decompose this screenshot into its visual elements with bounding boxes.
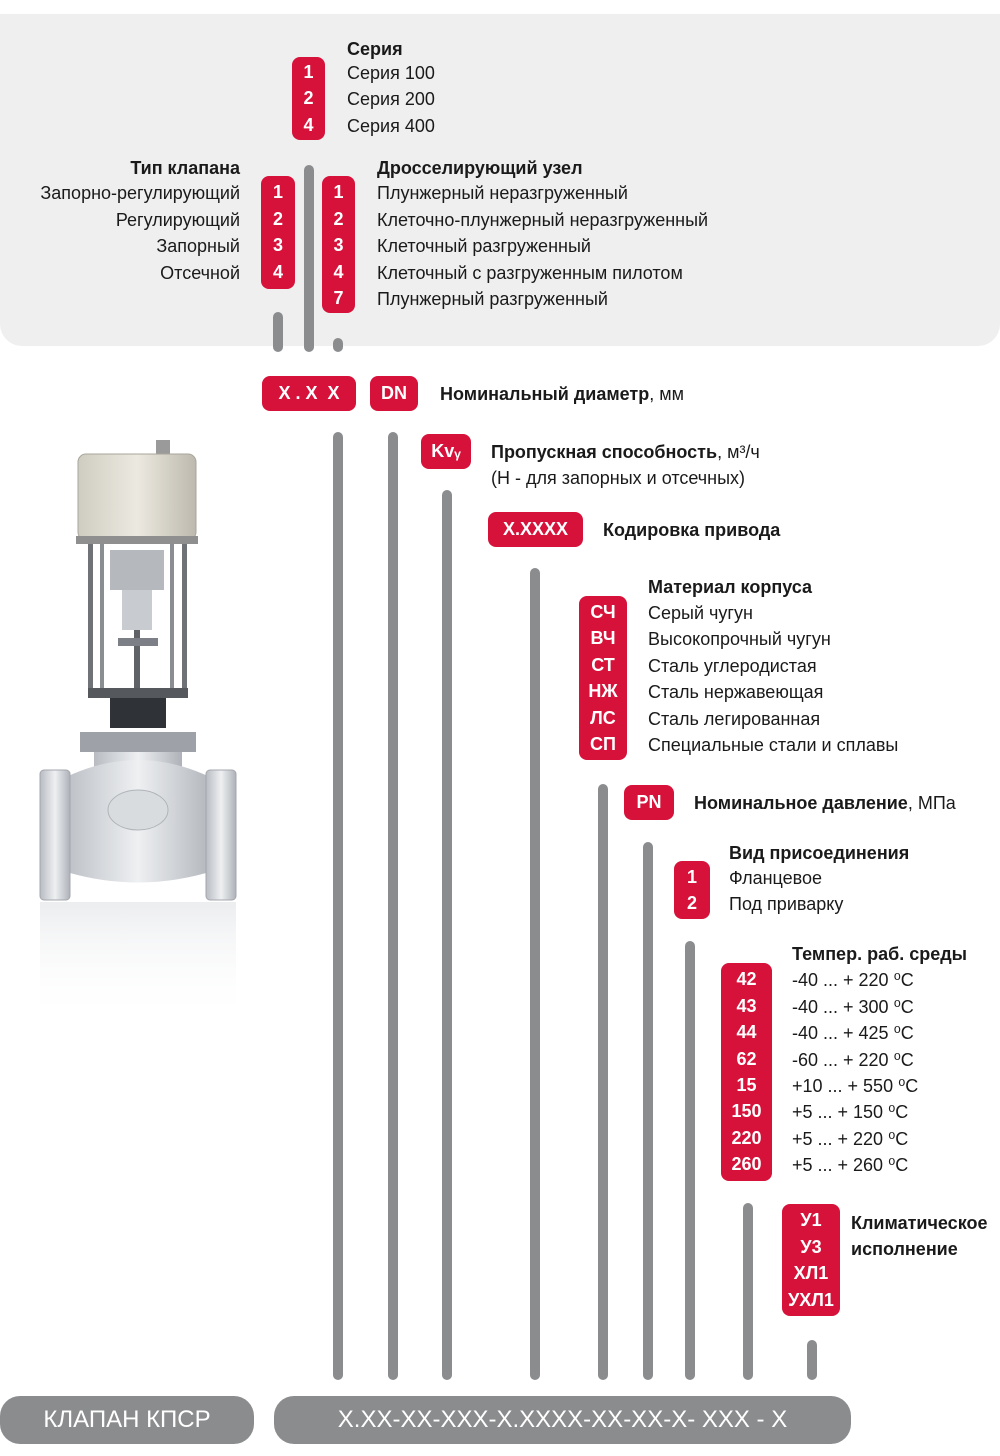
material-label: Сталь углеродистая — [648, 656, 817, 676]
climate-code: УХЛ1 — [788, 1290, 834, 1310]
climate-code: ХЛ1 — [793, 1263, 829, 1283]
temperature-label: -40 ... + 425 ⁰С — [792, 1023, 914, 1043]
throttle-label: Клеточный разгруженный — [377, 236, 591, 256]
material-code: СЧ — [590, 602, 616, 622]
dn-unit: , мм — [649, 384, 684, 404]
material-code: СП — [590, 734, 616, 754]
throttle-title: Дросселирующий узел — [377, 158, 583, 178]
temperature-code: 15 — [736, 1075, 757, 1095]
temperature-label: +5 ... + 150 ⁰С — [792, 1102, 909, 1122]
temperature-code: 62 — [736, 1049, 757, 1069]
kv-unit: , м³/ч — [717, 442, 760, 462]
connector-bar — [304, 165, 314, 352]
temperature-code: 44 — [736, 1022, 757, 1042]
pn-title: Номинальное давление — [694, 793, 908, 813]
series-label: Серия 200 — [347, 89, 435, 109]
valve-type-label: Запорный — [156, 236, 240, 256]
throttle-label: Плунжерный разгруженный — [377, 289, 608, 309]
material-label: Серый чугун — [648, 603, 753, 623]
throttle-label: Плунжерный неразгруженный — [377, 183, 628, 203]
series-label: Серия 400 — [347, 116, 435, 136]
connector-bar — [442, 490, 452, 1380]
material-code: НЖ — [588, 681, 618, 701]
valve-type-label: Запорно-регулирующий — [40, 183, 240, 203]
climate-title-line2: исполнение — [851, 1239, 958, 1259]
pn-caption — [694, 792, 956, 814]
kv-title: Пропускная способность — [491, 442, 718, 462]
pn-unit: , МПа — [907, 793, 956, 813]
material-label: Сталь легированная — [648, 709, 821, 729]
kv-caption — [491, 441, 760, 463]
temperature-label: +5 ... + 260 ⁰С — [792, 1155, 909, 1175]
pn-code-box: PN — [624, 785, 674, 820]
valve-type-label: Регулирующий — [115, 210, 240, 230]
connector-bar — [273, 312, 283, 352]
temperature-code: 220 — [731, 1128, 762, 1148]
climate-code: У1 — [800, 1210, 822, 1230]
material-code: СТ — [591, 655, 615, 675]
throttle-code: 3 — [333, 235, 344, 255]
temperature-label: -60 ... + 220 ⁰С — [792, 1050, 914, 1070]
temperature-code: 42 — [736, 969, 757, 989]
valve-type-code: 3 — [272, 235, 283, 255]
temperature-label: -40 ... + 220 ⁰С — [792, 970, 914, 990]
connection-code: 2 — [686, 893, 697, 913]
dn-code-box: DN — [370, 376, 418, 411]
temperature-title: Темпер. раб. среды — [792, 944, 968, 964]
product-name-pill: КЛАПАН КПСР — [0, 1396, 254, 1444]
series-label: Серия 100 — [347, 63, 435, 83]
connection-code: 1 — [686, 867, 697, 887]
connector-bar — [530, 568, 540, 1380]
type-code-box: X . X X — [262, 376, 356, 411]
dn-title: Номинальный диаметр — [440, 384, 650, 404]
connector-bar — [743, 1203, 753, 1380]
valve-type-code: 2 — [272, 209, 283, 229]
connector-bar — [643, 842, 653, 1380]
temperature-label: +5 ... + 220 ⁰С — [792, 1129, 909, 1149]
material-title: Материал корпуса — [648, 577, 812, 597]
connection-label: Фланцевое — [729, 868, 823, 888]
valve-illustration — [10, 440, 250, 1030]
climate-title-line1: Климатическое — [851, 1213, 988, 1233]
throttle-code: 7 — [333, 288, 344, 308]
temperature-code: 260 — [731, 1154, 762, 1174]
material-label: Специальные стали и сплавы — [648, 735, 899, 755]
throttle-label: Клеточно-плунжерный неразгруженный — [377, 210, 709, 230]
material-code: ВЧ — [590, 628, 616, 648]
connector-bar — [598, 784, 608, 1380]
connection-title: Вид присоединения — [729, 843, 910, 863]
temperature-label: -40 ... + 300 ⁰С — [792, 997, 914, 1017]
climate-code: У3 — [800, 1237, 822, 1257]
temperature-label: +10 ... + 550 ⁰С — [792, 1076, 919, 1096]
valve-type-title: Тип клапана — [130, 158, 240, 178]
valve-type-code: 4 — [272, 262, 283, 282]
connector-bar — [333, 338, 343, 352]
connector-bar — [333, 432, 343, 1380]
connector-bar — [807, 1340, 817, 1380]
temperature-code: 43 — [736, 996, 757, 1016]
material-label: Высокопрочный чугун — [648, 629, 831, 649]
series-title: Серия — [347, 39, 403, 59]
temperature-code: 150 — [731, 1101, 762, 1121]
material-label: Сталь нержавеющая — [648, 682, 824, 702]
kv-code-box: Kvᵧ — [421, 434, 471, 469]
dn-caption — [440, 383, 684, 405]
series-code: 1 — [303, 62, 314, 82]
connector-bar — [685, 941, 695, 1380]
drive-code-box: X.XXXX — [488, 512, 583, 547]
drive-title: Кодировка привода — [603, 520, 781, 540]
valve-type-label: Отсечной — [160, 263, 240, 283]
throttle-code: 2 — [333, 209, 344, 229]
material-code: ЛС — [590, 708, 616, 728]
kv-note: (Н - для запорных и отсечных) — [491, 468, 746, 488]
throttle-label: Клеточный с разгруженным пилотом — [377, 263, 683, 283]
connector-bar — [388, 432, 398, 1380]
throttle-code: 4 — [333, 262, 344, 282]
series-code: 4 — [303, 115, 314, 135]
order-code-pill: X.XX-XX-XXX-X.XXXX-XX-XX-X- XXX - X — [274, 1396, 851, 1444]
series-code: 2 — [303, 88, 314, 108]
throttle-code: 1 — [333, 182, 344, 202]
valve-type-code: 1 — [272, 182, 283, 202]
connection-label: Под приварку — [729, 894, 844, 914]
